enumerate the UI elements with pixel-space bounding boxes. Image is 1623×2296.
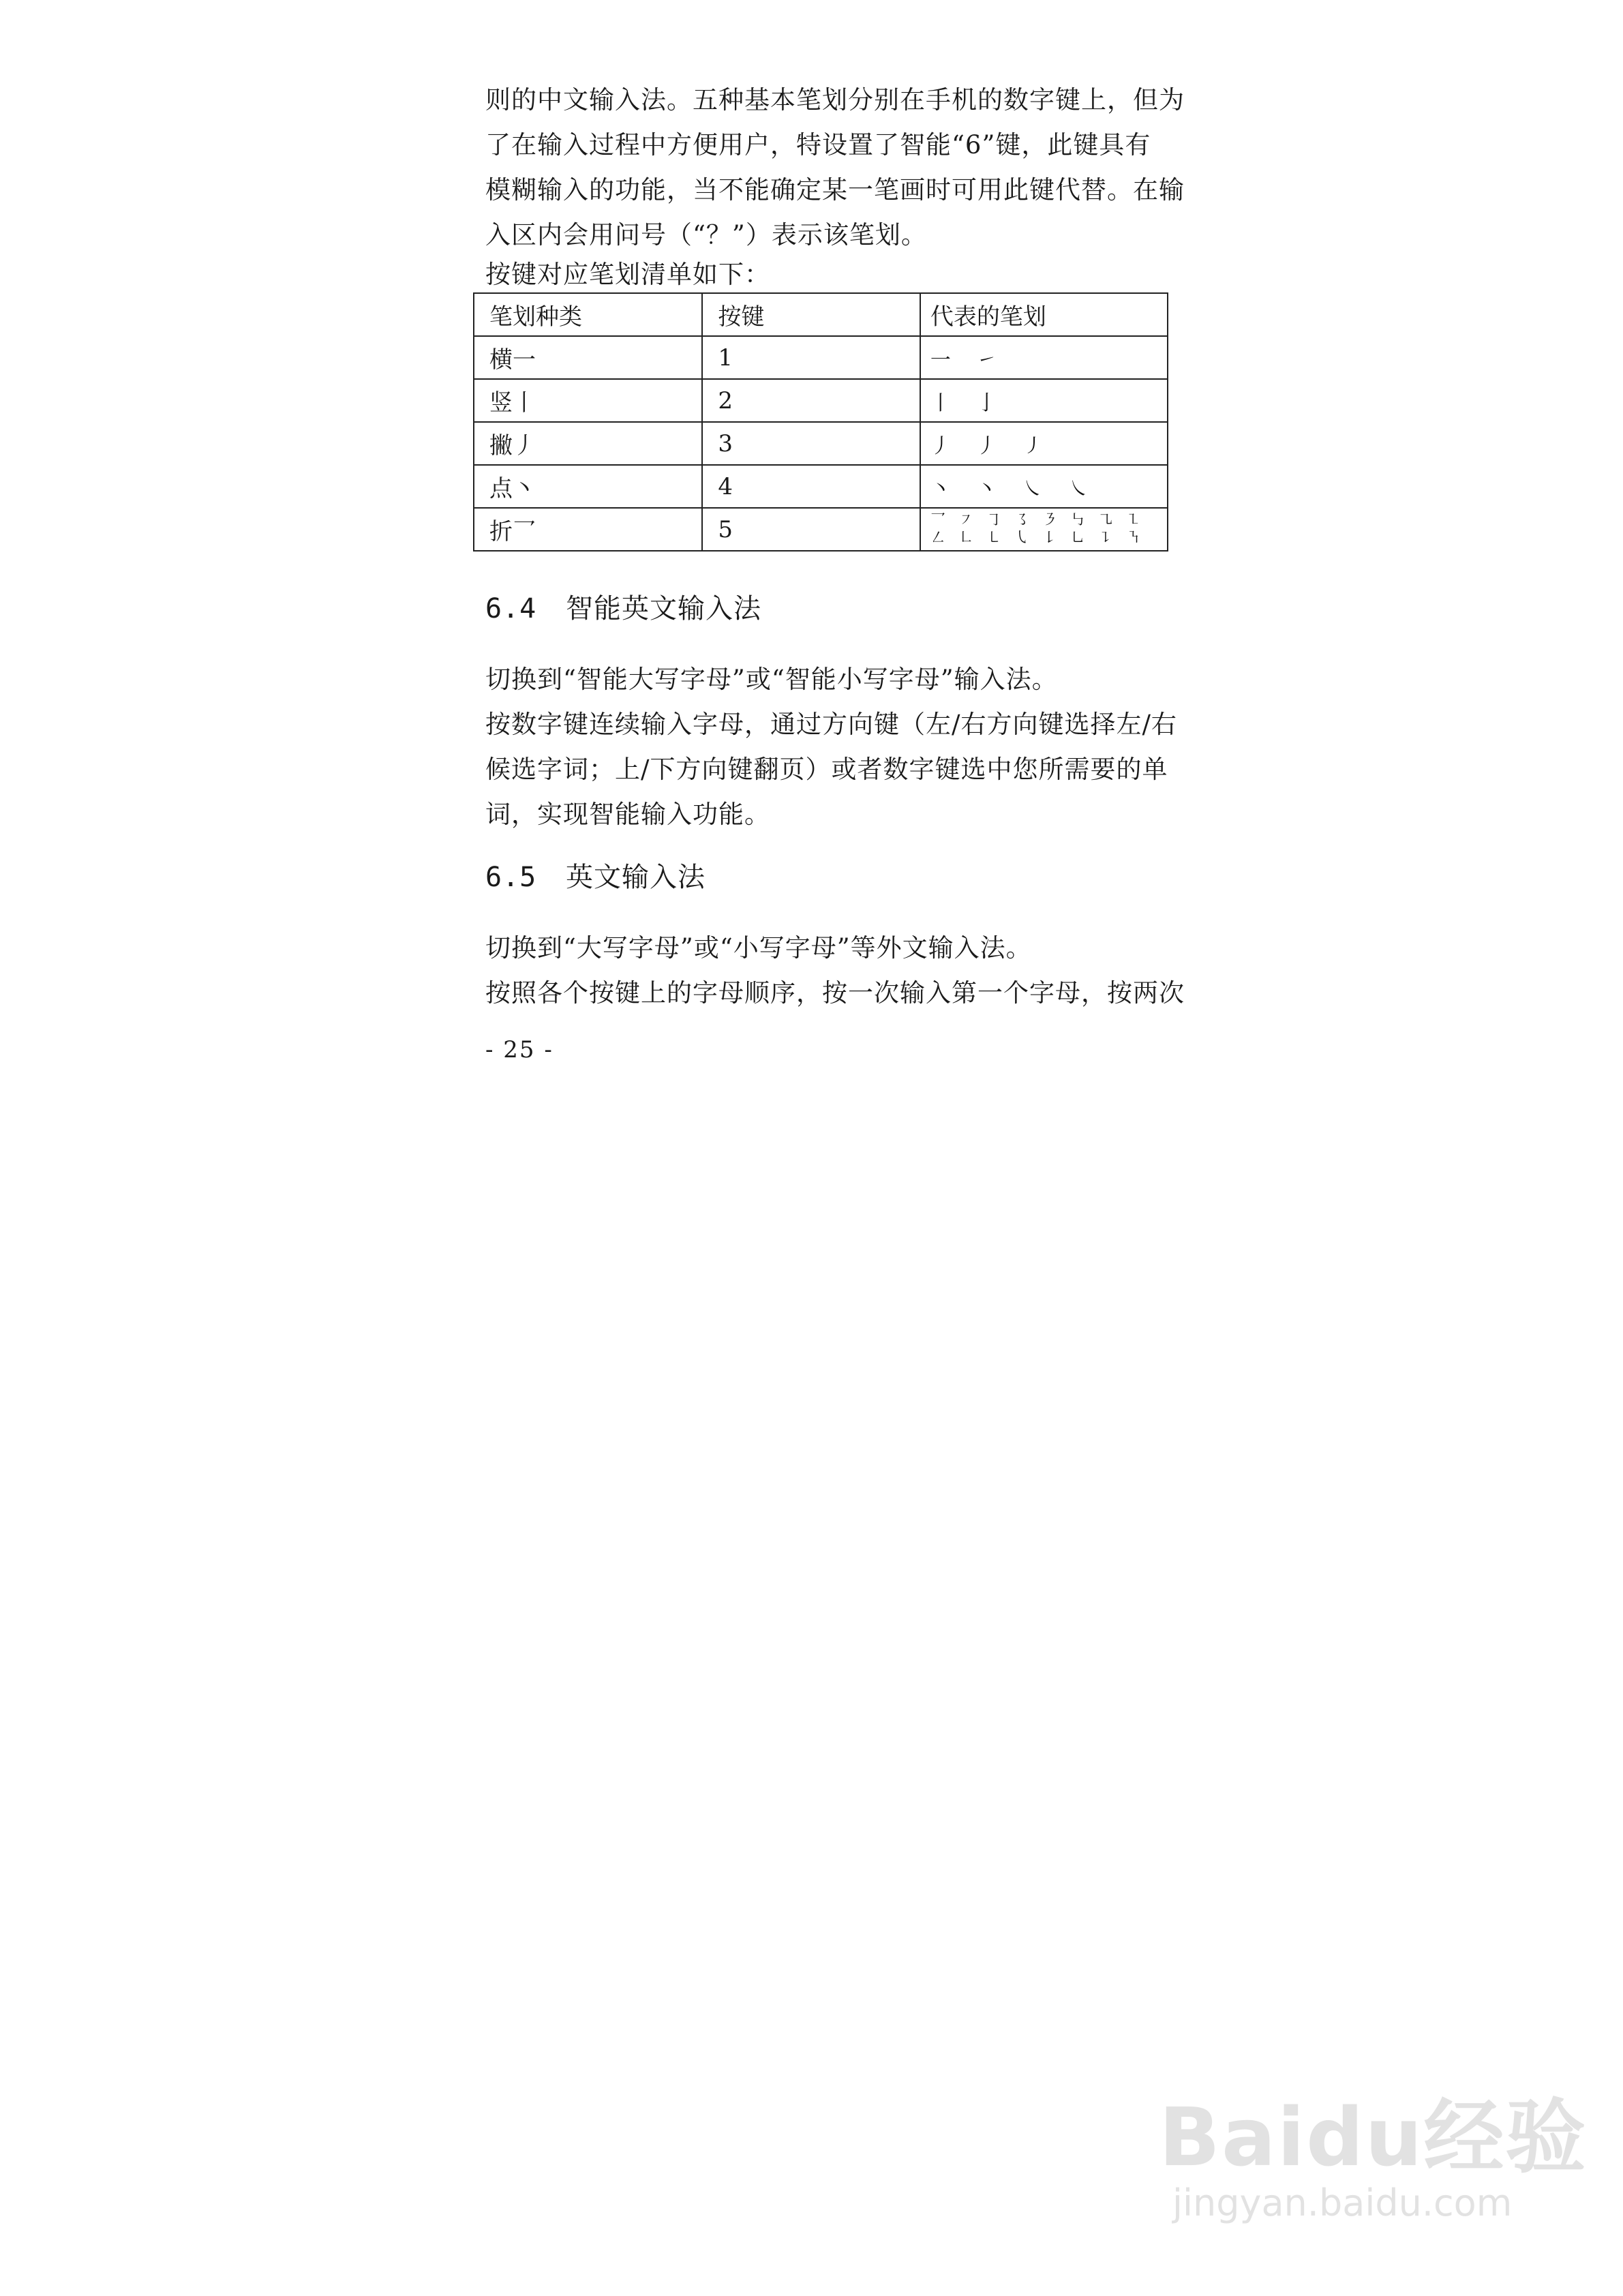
header-strokes: 代表的笔划 — [920, 293, 1168, 336]
section-6-5-title: 英文输入法 — [566, 862, 706, 893]
intro-line-2: 了在输入过程中方便用户，特设置了智能“6”键，此键具有 — [485, 130, 1151, 160]
row-stroke-glyphs-line-2: ㇜ ㇗ ㇄ ㇂ ㇙ ㇟ ㇊ ㇎ — [930, 529, 1145, 547]
row-type: 撇丿 — [474, 422, 702, 465]
watermark-url: jingyan.baidu.com — [1172, 2181, 1513, 2224]
intro-line-1: 则的中文输入法。五种基本笔划分别在手机的数字键上，但为 — [485, 85, 1185, 115]
stroke-table — [473, 292, 1168, 552]
intro-line-4: 入区内会用问号（“？”）表示该笔划。 — [485, 220, 927, 250]
section-6-4-body — [485, 657, 1177, 837]
table-row — [474, 379, 1168, 422]
row-key: 5 — [702, 508, 920, 551]
row-stroke-glyphs: 丶 丶 ㇏ ㇏ — [930, 477, 1099, 501]
intro-line-3: 模糊输入的功能，当不能确定某一笔画时可用此键代替。在输 — [485, 175, 1185, 205]
baidu-jingyan-watermark — [1159, 2072, 1588, 2236]
section-6-4-line-3: 候选字词；上/下方向键翻页）或者数字键选中您所需要的单 — [485, 755, 1168, 784]
row-stroke-glyphs: 丨 亅 — [930, 391, 1007, 415]
table-row — [474, 336, 1168, 379]
section-6-5-body — [485, 926, 1185, 1016]
row-type: 点丶 — [474, 465, 702, 508]
intro-paragraph — [485, 78, 1185, 258]
row-key: 1 — [702, 336, 920, 379]
table-intro-text: 按键对应笔划清单如下： — [485, 260, 770, 289]
row-type: 竖丨 — [474, 379, 702, 422]
row-key: 2 — [702, 379, 920, 422]
header-key: 按键 — [702, 293, 920, 336]
row-stroke-glyphs: 一 ㇀ — [930, 348, 1007, 372]
table-intro — [485, 258, 1167, 292]
section-6-4-line-2: 按数字键连续输入字母，通过方向键（左/右方向键选择左/右 — [485, 710, 1177, 739]
header-stroke-type: 笔划种类 — [474, 293, 702, 336]
row-stroke-glyphs-line-1: 乛 ㇇ ㇆ ㇌ ㇋ ㇉ ㇈ ㇅ — [930, 511, 1145, 529]
section-6-4-line-4: 词，实现智能输入功能。 — [485, 800, 770, 829]
section-6-4-heading — [485, 592, 761, 626]
page-number: - 25 - — [485, 1036, 553, 1063]
table-row — [474, 465, 1168, 508]
row-type: 横一 — [474, 336, 702, 379]
section-6-4-number: 6.4 — [485, 593, 537, 624]
watermark-logo: Baidu经验 — [1159, 2090, 1588, 2184]
table-row — [474, 508, 1168, 551]
table-header-row — [474, 293, 1168, 336]
section-6-5-number: 6.5 — [485, 862, 537, 893]
row-stroke-glyphs: 丿 丿 ㇓ — [930, 434, 1052, 458]
section-6-4-title: 智能英文输入法 — [566, 593, 761, 624]
table-row — [474, 422, 1168, 465]
section-6-5-heading — [485, 860, 706, 894]
section-6-5-paragraph-1: 切换到“大写字母”或“小写字母”等外文输入法。 — [485, 933, 1032, 963]
row-key: 3 — [702, 422, 920, 465]
row-type: 折乛 — [474, 508, 702, 551]
row-key: 4 — [702, 465, 920, 508]
section-6-4-paragraph-1: 切换到“智能大写字母”或“智能小写字母”输入法。 — [485, 665, 1058, 694]
section-6-5-paragraph-2: 按照各个按键上的字母顺序，按一次输入第一个字母，按两次 — [485, 978, 1185, 1008]
